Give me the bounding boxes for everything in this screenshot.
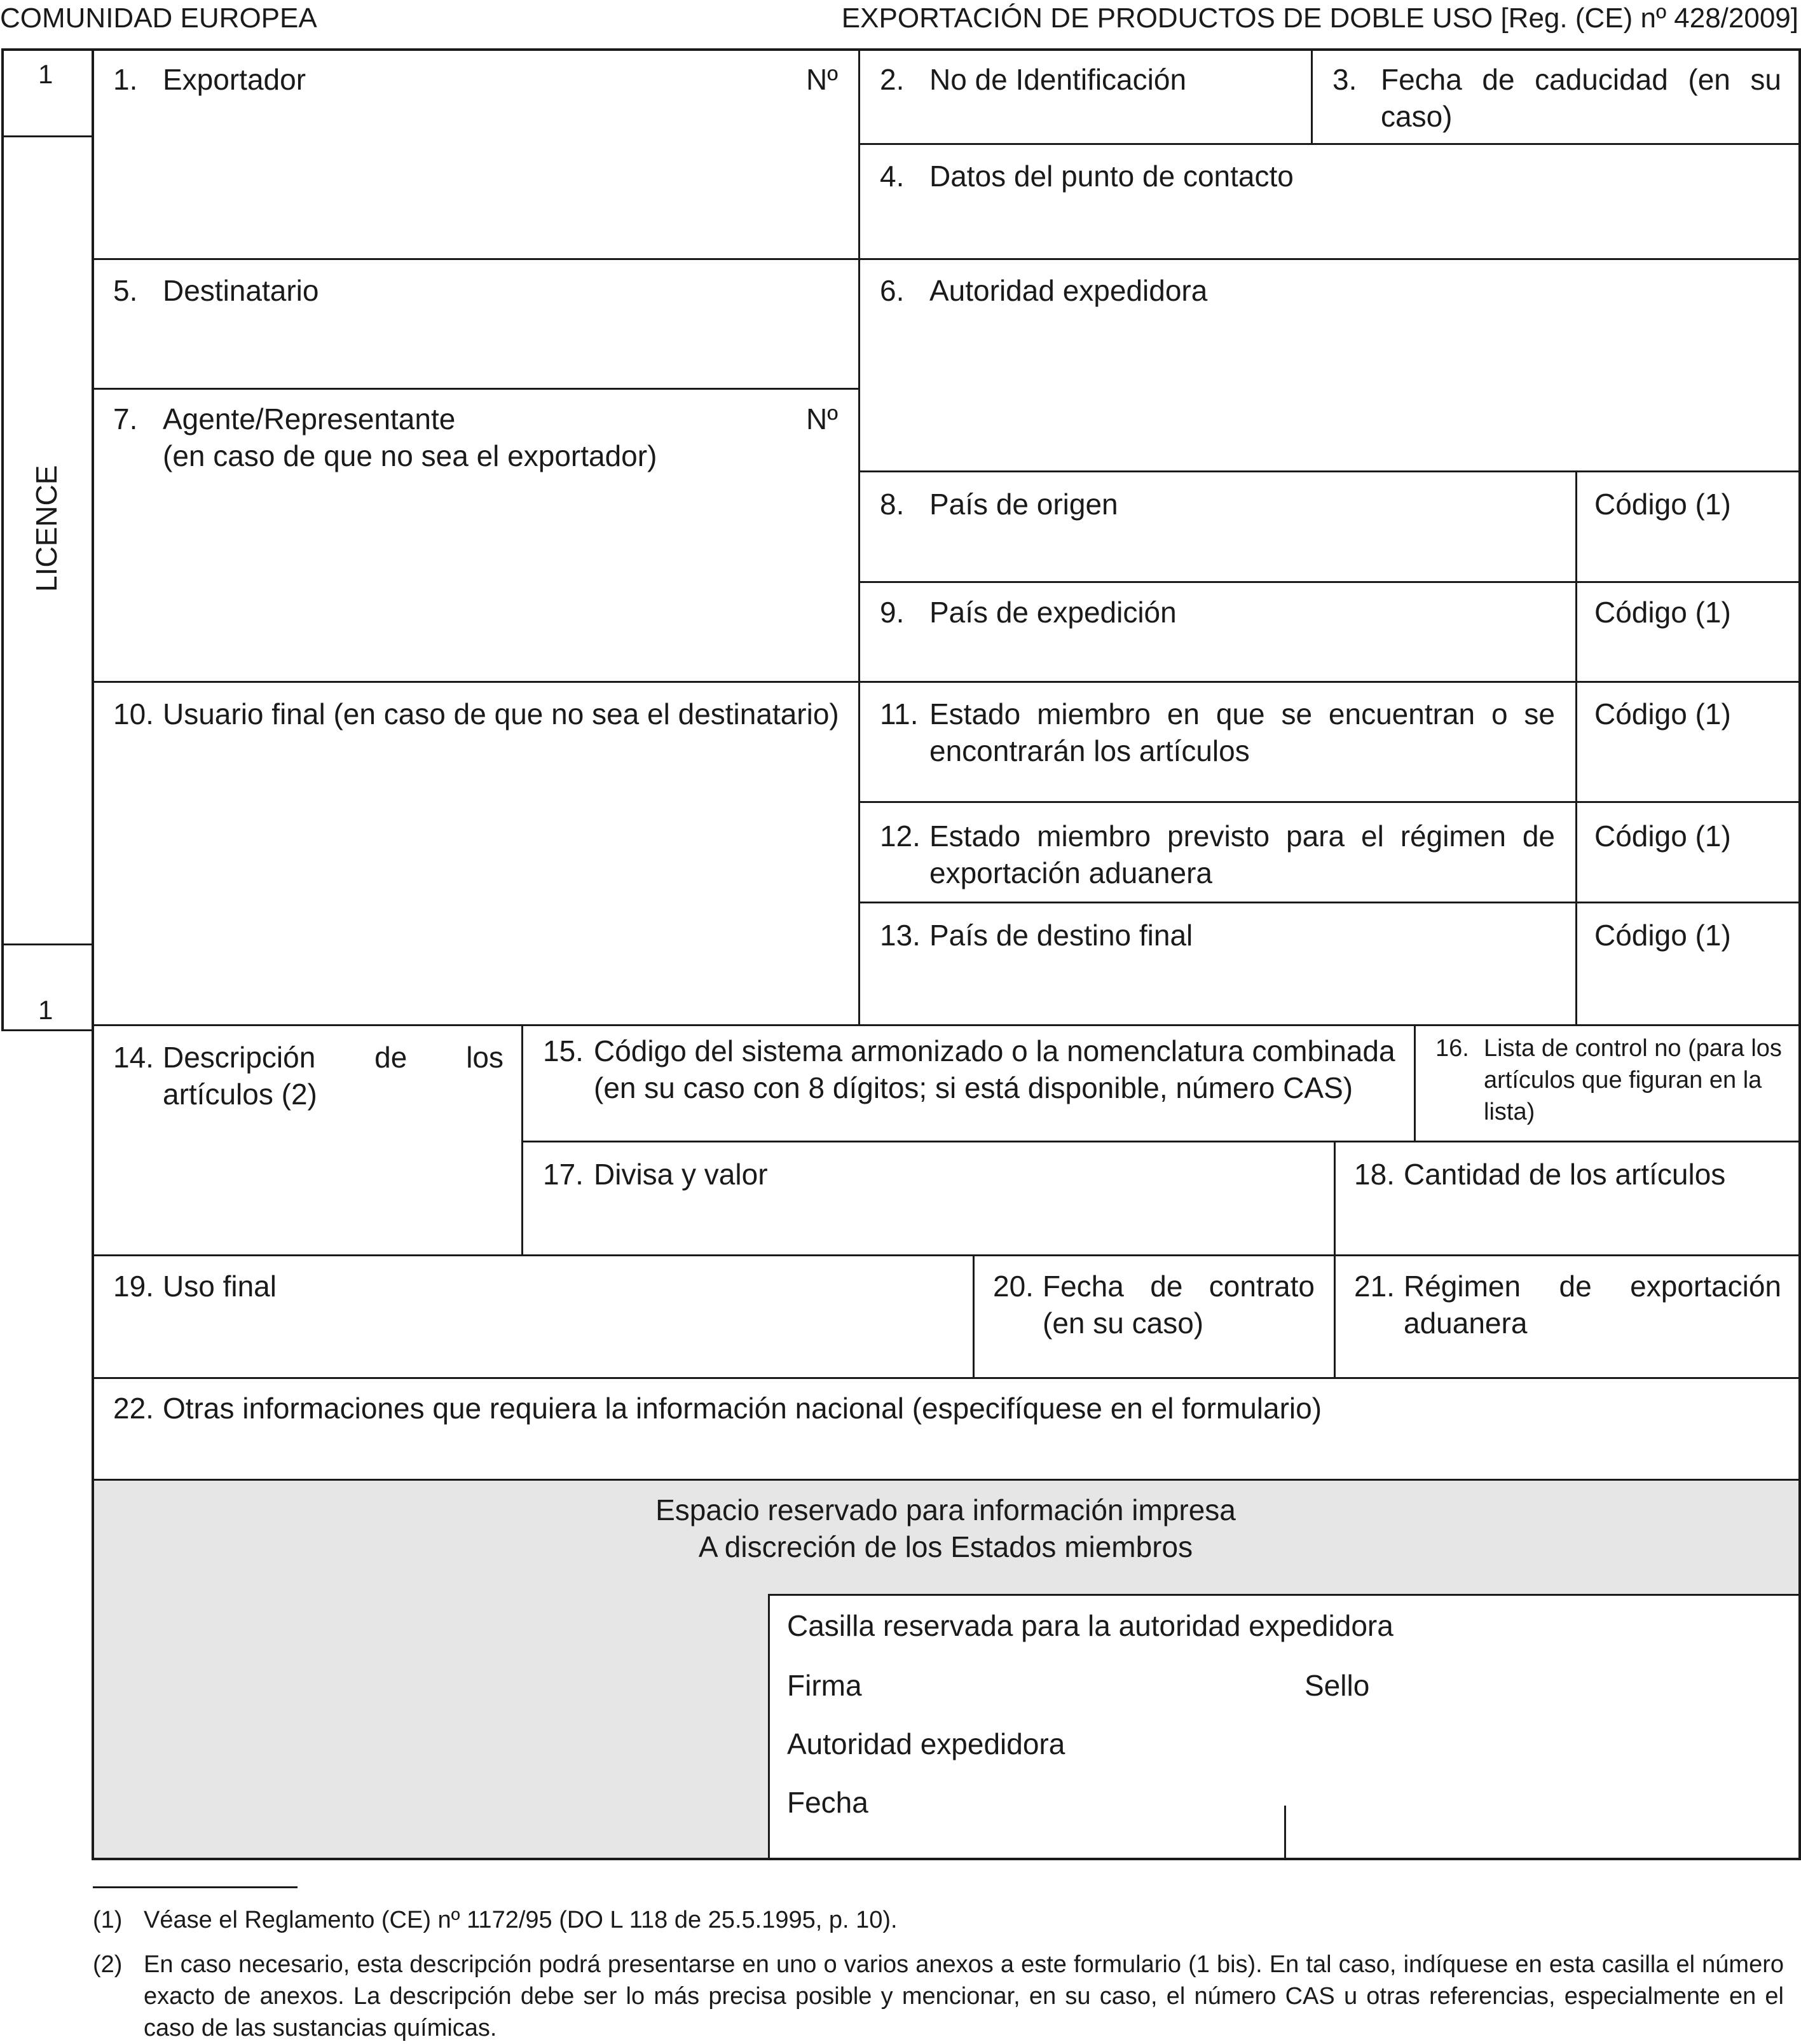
box18-label: Cantidad de los artículos <box>1404 1158 1726 1191</box>
box13-code: Código (1) <box>1594 919 1731 952</box>
box17-label: Divisa y valor <box>594 1158 768 1191</box>
authority-autoridad: Autoridad expedidora <box>787 1727 1065 1760</box>
box11-code: Código (1) <box>1594 697 1731 730</box>
box12-label: Estado miembro previsto para el régimen de exportación aduanera <box>929 820 1555 889</box>
header-left: COMUNIDAD EUROPEA <box>0 3 317 34</box>
footnote2-mark: (2) <box>93 1951 123 1978</box>
authority-sello: Sello <box>1305 1669 1370 1702</box>
box9-label: País de expedición <box>929 596 1177 629</box>
box13-number: 13. <box>880 919 921 952</box>
box4-number: 4. <box>880 160 905 193</box>
box1-no: Nº <box>806 63 839 96</box>
authority-firma: Firma <box>787 1669 862 1702</box>
box7-label-line2: (en caso de que no sea el exportador) <box>163 439 657 472</box>
box16-label: Lista de control no (para los artículos que figuran en la lista) <box>1484 1035 1782 1125</box>
authority-fecha: Fecha <box>787 1786 868 1819</box>
box7-no: Nº <box>806 402 839 436</box>
box18-number: 18. <box>1354 1158 1395 1191</box>
box7-label: Agente/Representante <box>163 402 456 436</box>
box8-code: Código (1) <box>1594 488 1731 521</box>
box10-number: 10. <box>113 697 154 730</box>
box10-label: Usuario final (en caso de que no sea el destinatario) <box>163 697 839 730</box>
box9-code: Código (1) <box>1594 596 1731 629</box>
box22-number: 22. <box>113 1392 154 1425</box>
box20-label: Fecha de contrato (en su caso) <box>1043 1270 1315 1340</box>
box2-label: No de Identificación <box>929 63 1187 96</box>
header-right: EXPORTACIÓN DE PRODUCTOS DE DOBLE USO [Reg. (CE) nº 428/2009] <box>841 3 1798 34</box>
box8-label: País de origen <box>929 488 1118 521</box>
side-label-licence: LICENCE <box>30 465 63 592</box>
box8-number: 8. <box>880 488 905 521</box>
box21-number: 21. <box>1354 1270 1395 1303</box>
box1-number: 1. <box>113 63 138 96</box>
box15-number: 15. <box>543 1034 584 1067</box>
box2-number: 2. <box>880 63 905 96</box>
side-top-number: 1 <box>38 59 53 89</box>
box12-number: 12. <box>880 820 921 853</box>
box19-label: Uso final <box>163 1270 277 1303</box>
box12-code: Código (1) <box>1594 820 1731 853</box>
box14-number: 14. <box>113 1041 154 1074</box>
box6-label: Autoridad expedidora <box>929 274 1208 307</box>
box13-label: País de destino final <box>929 919 1193 952</box>
box3-number: 3. <box>1332 63 1357 96</box>
footnote2-text: En caso necesario, esta descripción podrá presentarse en uno o varios anexos a este formulario (1 bis). En tal caso, indíquese en esta casilla el número exacto de anexos. La descripción debe ser lo más precisa posible y mencionar, en su caso, el número CAS u otras referencias, especialmente en el caso de las sustancias químicas. <box>144 1951 1784 2041</box>
side-bottom-number: 1 <box>38 995 53 1025</box>
box16-number: 16. <box>1435 1035 1469 1062</box>
reserved-line1: Espacio reservado para información impresa <box>655 1493 1236 1526</box>
box20-number: 20. <box>993 1270 1034 1303</box>
box11-number: 11. <box>880 697 919 730</box>
reserved-line2: A discreción de los Estados miembros <box>698 1530 1193 1563</box>
box6-number: 6. <box>880 274 905 307</box>
box19-number: 19. <box>113 1270 154 1303</box>
box3-label: Fecha de caducidad (en su caso) <box>1381 63 1781 133</box>
box17-number: 17. <box>543 1158 584 1191</box>
box15-label: Código del sistema armonizado o la nomenclatura combinada (en su caso con 8 dígitos; si está disponible, número CAS) <box>594 1034 1395 1104</box>
authority-title: Casilla reservada para la autoridad expedidora <box>787 1609 1394 1642</box>
footnote1-text: Véase el Reglamento (CE) nº 1172/95 (DO L 118 de 25.5.1995, p. 10). <box>144 1907 898 1933</box>
box11-label: Estado miembro en que se encuentran o se encontrarán los artículos <box>929 697 1555 767</box>
box5-number: 5. <box>113 274 138 307</box>
footnote1-mark: (1) <box>93 1907 123 1933</box>
box4-label: Datos del punto de contacto <box>929 160 1294 193</box>
box7-number: 7. <box>113 402 138 436</box>
box14-label: Descripción de los artículos (2) <box>163 1041 503 1111</box>
box22-label: Otras informaciones que requiera la información nacional (especifíquese en el formulario) <box>163 1392 1322 1425</box>
box1-label: Exportador <box>163 63 306 96</box>
box9-number: 9. <box>880 596 905 629</box>
box5-label: Destinatario <box>163 274 319 307</box>
box21-label: Régimen de exportación aduanera <box>1404 1270 1781 1340</box>
